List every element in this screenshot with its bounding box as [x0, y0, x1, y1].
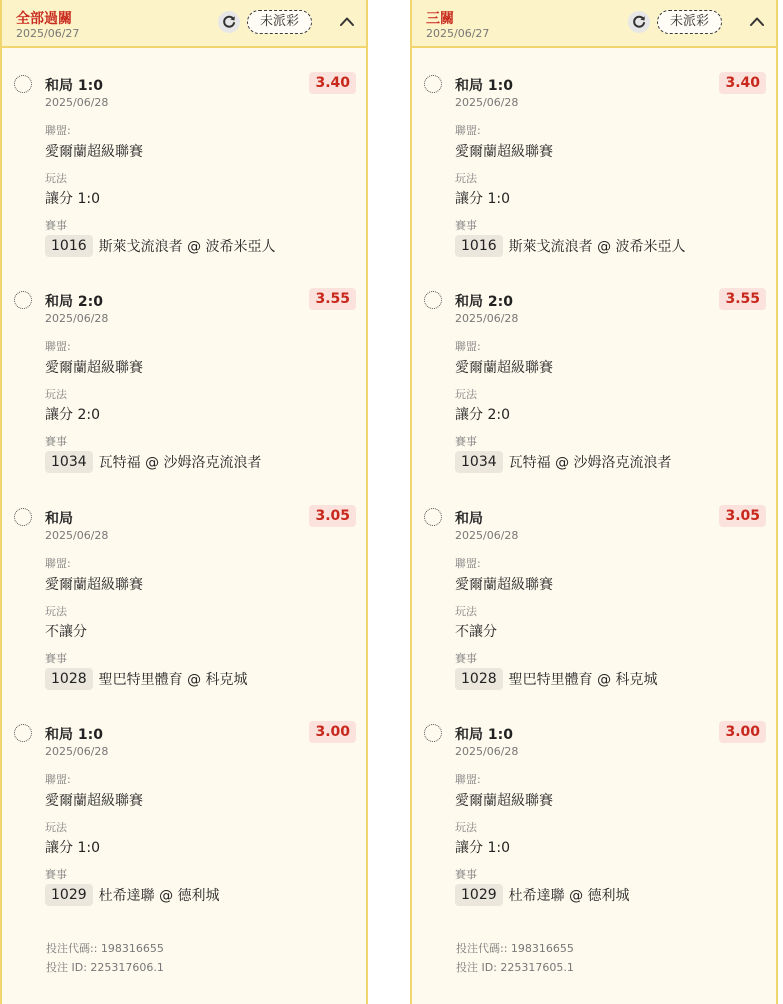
- selection-name: 和局: [45, 511, 73, 527]
- play-label: 玩法: [45, 605, 67, 618]
- bet-code: 投注代碼:: 198316655: [46, 942, 164, 955]
- match-teams: 斯萊戈流浪者 @ 波希米亞人: [508, 239, 686, 255]
- radio-circle-icon[interactable]: [14, 291, 32, 309]
- match-info: [45, 668, 248, 690]
- play-value: 讓分 1:0: [455, 840, 510, 856]
- selection-name: 和局: [455, 511, 483, 527]
- radio-circle-icon[interactable]: [424, 75, 442, 93]
- match-teams: 杜希達聯 @ 德利城: [508, 888, 630, 904]
- match-info: [455, 668, 658, 690]
- selection-name: 和局 1:0: [455, 727, 513, 743]
- league-value: 愛爾蘭超級聯賽: [45, 144, 143, 160]
- bet-type-title: 三關: [426, 11, 454, 27]
- match-info: [455, 884, 630, 906]
- odds-badge: 3.00: [719, 721, 766, 743]
- odds-badge: 3.40: [719, 72, 766, 94]
- league-value: 愛爾蘭超級聯賽: [455, 577, 553, 593]
- match-info: [455, 235, 686, 257]
- refresh-button[interactable]: [628, 11, 650, 33]
- league-label: 聯盟:: [45, 124, 71, 137]
- bet-slip-date: 2025/06/27: [16, 27, 80, 40]
- play-label: 玩法: [45, 172, 67, 185]
- radio-circle-icon[interactable]: [14, 75, 32, 93]
- league-label: 聯盟:: [455, 340, 481, 353]
- league-label: 聯盟:: [45, 557, 71, 570]
- selection-date: 2025/06/28: [45, 312, 109, 325]
- match-code-badge: 1029: [455, 884, 503, 906]
- match-code-badge: 1034: [455, 451, 503, 473]
- odds-badge: 3.55: [719, 288, 766, 310]
- match-code-badge: 1016: [45, 235, 93, 257]
- selection-date: 2025/06/28: [455, 529, 519, 542]
- bet-code: 投注代碼:: 198316655: [456, 942, 574, 955]
- settlement-status-badge: 未派彩: [247, 10, 312, 34]
- match-code-badge: 1028: [455, 668, 503, 690]
- match-teams: 瓦特福 @ 沙姆洛克流浪者: [508, 455, 672, 471]
- odds-badge: 3.00: [309, 721, 356, 743]
- match-teams: 聖巴特里體育 @ 科克城: [98, 672, 248, 688]
- play-label: 玩法: [455, 388, 477, 401]
- selection-date: 2025/06/28: [455, 312, 519, 325]
- match-info: [45, 235, 276, 257]
- play-value: 不讓分: [45, 624, 87, 640]
- bet-slip-date: 2025/06/27: [426, 27, 490, 40]
- panel-header: [412, 0, 776, 48]
- refresh-icon: [221, 14, 237, 30]
- collapse-button[interactable]: [747, 12, 767, 36]
- match-label: 賽事: [45, 868, 67, 881]
- match-label: 賽事: [45, 219, 67, 232]
- play-label: 玩法: [45, 821, 67, 834]
- settlement-status-badge: 未派彩: [657, 10, 722, 34]
- collapse-button[interactable]: [337, 12, 357, 36]
- play-label: 玩法: [45, 388, 67, 401]
- radio-circle-icon[interactable]: [424, 291, 442, 309]
- bet-slip-panel-treble: [410, 0, 778, 1004]
- match-label: 賽事: [45, 435, 67, 448]
- league-label: 聯盟:: [45, 773, 71, 786]
- play-value: 讓分 2:0: [455, 407, 510, 423]
- odds-badge: 3.05: [719, 505, 766, 527]
- selection-date: 2025/06/28: [45, 529, 109, 542]
- chevron-up-icon: [337, 12, 357, 32]
- odds-badge: 3.05: [309, 505, 356, 527]
- match-code-badge: 1028: [45, 668, 93, 690]
- chevron-up-icon: [747, 12, 767, 32]
- league-label: 聯盟:: [455, 557, 481, 570]
- selection-name: 和局 2:0: [455, 294, 513, 310]
- play-value: 讓分 1:0: [455, 191, 510, 207]
- match-label: 賽事: [45, 652, 67, 665]
- league-label: 聯盟:: [45, 340, 71, 353]
- selection-name: 和局 1:0: [45, 78, 103, 94]
- league-value: 愛爾蘭超級聯賽: [45, 793, 143, 809]
- radio-circle-icon[interactable]: [424, 724, 442, 742]
- league-value: 愛爾蘭超級聯賽: [45, 360, 143, 376]
- match-info: [45, 451, 262, 473]
- match-teams: 斯萊戈流浪者 @ 波希米亞人: [98, 239, 276, 255]
- refresh-button[interactable]: [218, 11, 240, 33]
- selection-date: 2025/06/28: [45, 745, 109, 758]
- selection-name: 和局 1:0: [455, 78, 513, 94]
- match-teams: 杜希達聯 @ 德利城: [98, 888, 220, 904]
- match-teams: 聖巴特里體育 @ 科克城: [508, 672, 658, 688]
- selection-date: 2025/06/28: [45, 96, 109, 109]
- play-value: 不讓分: [455, 624, 497, 640]
- selection-date: 2025/06/28: [455, 96, 519, 109]
- play-value: 讓分 1:0: [45, 191, 100, 207]
- league-value: 愛爾蘭超級聯賽: [455, 360, 553, 376]
- refresh-icon: [631, 14, 647, 30]
- bet-slip-panel-all-parlay: [0, 0, 368, 1004]
- play-label: 玩法: [455, 172, 477, 185]
- league-label: 聯盟:: [455, 773, 481, 786]
- bet-type-title: 全部過關: [16, 11, 72, 27]
- odds-badge: 3.40: [309, 72, 356, 94]
- bet-id: 投注 ID: 225317606.1: [46, 961, 164, 974]
- selection-name: 和局 1:0: [45, 727, 103, 743]
- match-info: [455, 451, 672, 473]
- play-value: 讓分 2:0: [45, 407, 100, 423]
- match-teams: 瓦特福 @ 沙姆洛克流浪者: [98, 455, 262, 471]
- league-value: 愛爾蘭超級聯賽: [455, 144, 553, 160]
- play-value: 讓分 1:0: [45, 840, 100, 856]
- match-label: 賽事: [455, 652, 477, 665]
- match-code-badge: 1029: [45, 884, 93, 906]
- radio-circle-icon[interactable]: [14, 508, 32, 526]
- league-value: 愛爾蘭超級聯賽: [455, 793, 553, 809]
- selection-name: 和局 2:0: [45, 294, 103, 310]
- bet-id: 投注 ID: 225317605.1: [456, 961, 574, 974]
- match-label: 賽事: [455, 435, 477, 448]
- play-label: 玩法: [455, 605, 477, 618]
- league-value: 愛爾蘭超級聯賽: [45, 577, 143, 593]
- odds-badge: 3.55: [309, 288, 356, 310]
- match-label: 賽事: [455, 868, 477, 881]
- match-code-badge: 1034: [45, 451, 93, 473]
- selection-date: 2025/06/28: [455, 745, 519, 758]
- radio-circle-icon[interactable]: [14, 724, 32, 742]
- league-label: 聯盟:: [455, 124, 481, 137]
- radio-circle-icon[interactable]: [424, 508, 442, 526]
- match-label: 賽事: [455, 219, 477, 232]
- panel-header: [2, 0, 366, 48]
- match-code-badge: 1016: [455, 235, 503, 257]
- play-label: 玩法: [455, 821, 477, 834]
- match-info: [45, 884, 220, 906]
